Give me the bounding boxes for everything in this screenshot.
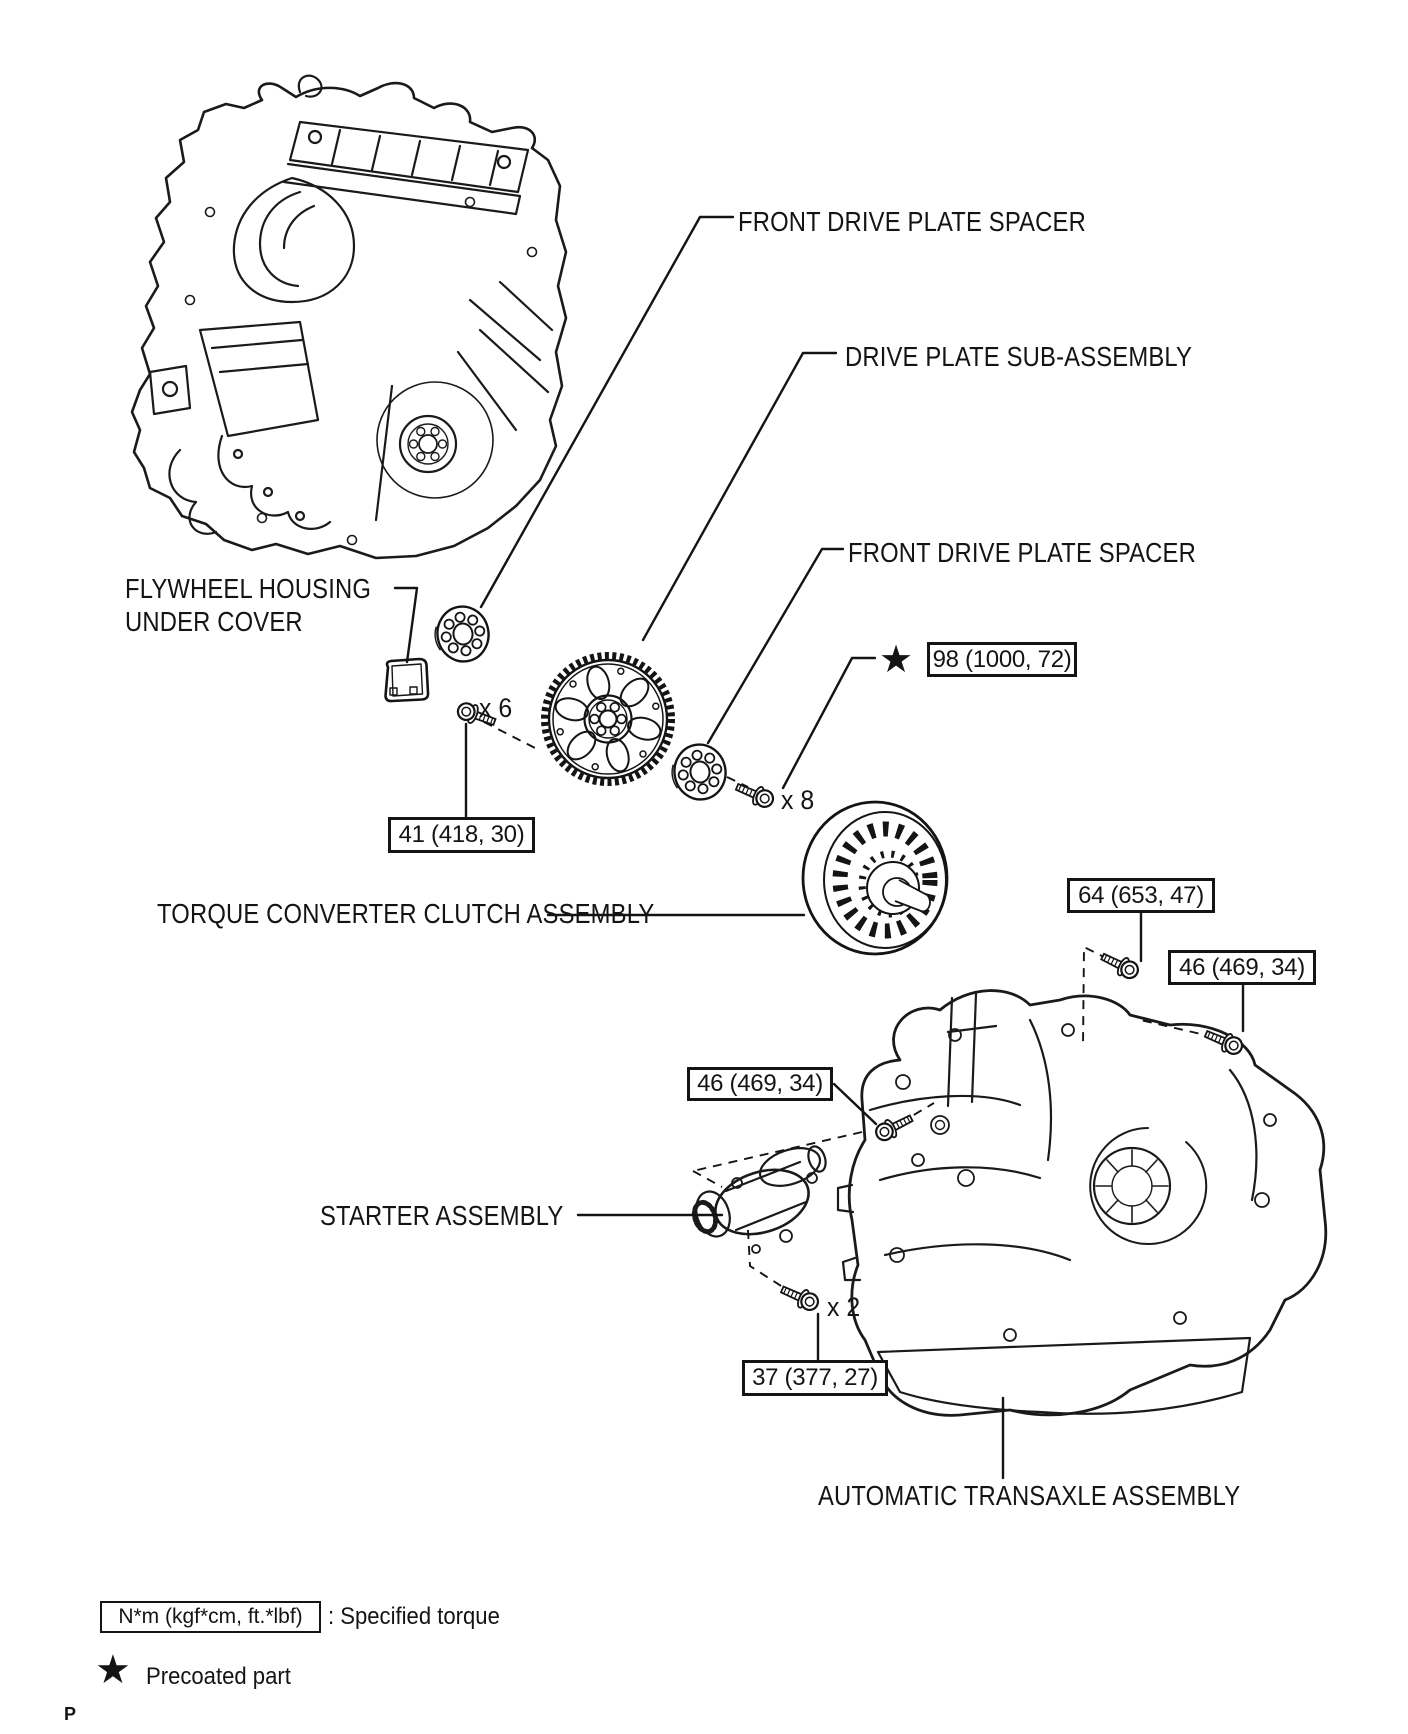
starter-mount-bolt-icon xyxy=(873,1110,916,1144)
front-drive-plate-spacer-2 xyxy=(668,740,730,803)
legend-torque-units-desc: : Specified torque xyxy=(328,1603,500,1630)
label-flywheel-housing-line1: FLYWHEEL HOUSING xyxy=(125,573,372,604)
starter-bolt-icon xyxy=(778,1281,821,1314)
label-automatic-transaxle-assembly: AUTOMATIC TRANSAXLE ASSEMBLY xyxy=(818,1480,1241,1511)
drive-plate-illustration xyxy=(545,656,672,783)
label-drive-plate-sub-assembly: DRIVE PLATE SUB-ASSEMBLY xyxy=(845,341,1193,372)
bolt-count-x2: x 2 xyxy=(827,1292,861,1322)
label-flywheel-housing-line2: UNDER COVER xyxy=(125,606,303,637)
label-starter-assembly: STARTER ASSEMBLY xyxy=(320,1200,564,1231)
legend-star-icon: ★ xyxy=(95,1648,131,1692)
torque-box-41: 41 (418, 30) xyxy=(388,817,535,853)
label-front-drive-plate-spacer-top: FRONT DRIVE PLATE SPACER xyxy=(738,206,1086,237)
transaxle-side-bolt-icon xyxy=(1202,1025,1245,1057)
label-front-drive-plate-spacer-mid: FRONT DRIVE PLATE SPACER xyxy=(848,537,1196,568)
starter-illustration xyxy=(691,1141,829,1253)
under-cover-illustration xyxy=(386,659,429,701)
transaxle-upper-bolt-icon xyxy=(1098,948,1141,982)
legend-star-desc: Precoated part xyxy=(146,1663,291,1690)
torque-box-98: 98 (1000, 72) xyxy=(927,642,1077,677)
torque-converter-illustration xyxy=(803,802,947,954)
torque-box-46-left: 46 (469, 34) xyxy=(687,1067,833,1101)
bolt-count-x6: x 6 xyxy=(479,693,513,723)
front-drive-plate-spacer-1 xyxy=(431,602,493,665)
torque-box-37: 37 (377, 27) xyxy=(742,1360,888,1396)
torque-box-64: 64 (653, 47) xyxy=(1067,878,1215,913)
legend-torque-units-box: N*m (kgf*cm, ft.*lbf) xyxy=(100,1601,321,1633)
label-torque-converter-clutch-assembly: TORQUE CONVERTER CLUTCH ASSEMBLY xyxy=(157,898,655,929)
page-mark: P xyxy=(64,1704,77,1724)
precoated-star-icon: ★ xyxy=(879,639,914,681)
torque-box-46-right: 46 (469, 34) xyxy=(1168,950,1316,985)
converter-bolt-icon xyxy=(733,778,776,810)
engine-illustration xyxy=(132,76,566,558)
transaxle-illustration xyxy=(838,991,1326,1416)
bolt-count-x8: x 8 xyxy=(781,785,815,815)
